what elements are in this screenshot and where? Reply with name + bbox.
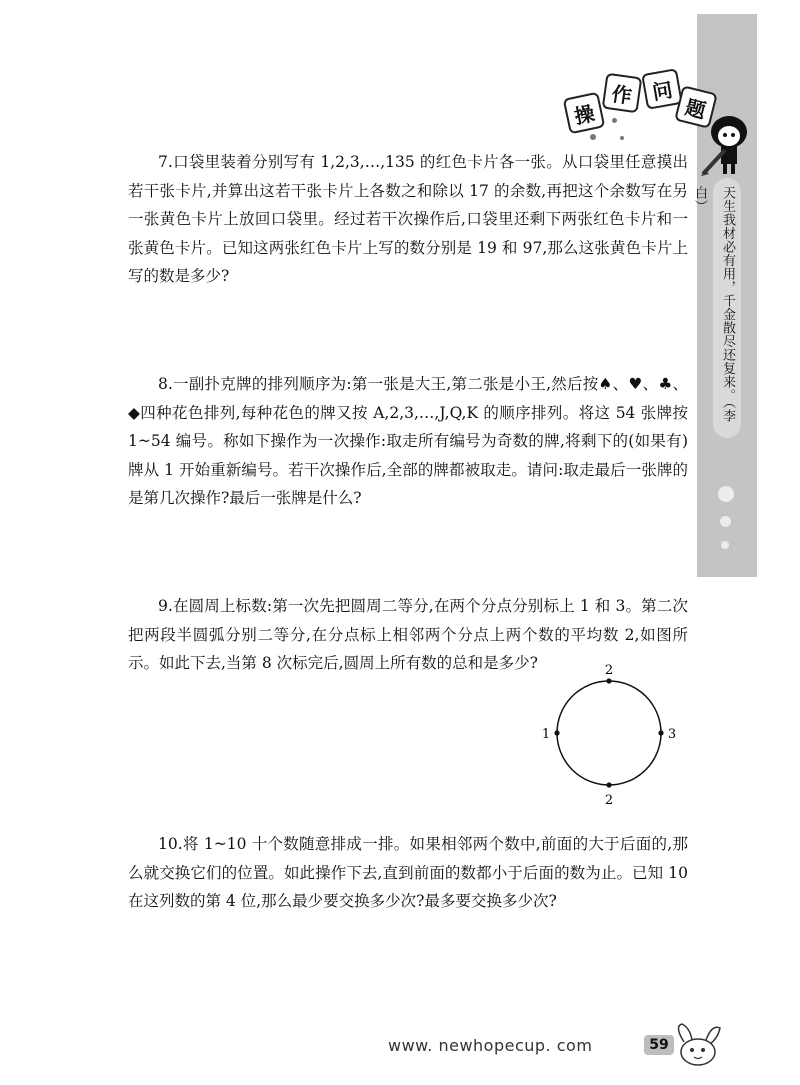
decor-dot [590, 134, 596, 140]
bunny-icon [672, 1022, 722, 1068]
section-badges [560, 65, 710, 135]
decor-dot [720, 516, 731, 527]
label-bottom: 2 [604, 793, 614, 808]
label-top: 2 [604, 663, 614, 678]
point-top [606, 678, 611, 683]
page-number: 59 [644, 1035, 674, 1055]
problem-8: 8.一副扑克牌的排列顺序为:第一张是大王,第二张是小王,然后按♠、♥、♣、◆四种花色排列,每种花色的牌又按 A,2,3,…,J,Q,K 的顺序排列。将这 54 张牌按 1~54 编号。称如下操作为一次操作:取走所有编号为奇数的牌,将剩下的(如果有)牌从 1 开始重新编号。若干次操作后,全部的牌都被取走。请问:取走最后一张牌的是第几次操作?最后一张牌是什么? [128, 375, 688, 507]
problem-10: 10.将 1~10 十个数随意排成一排。如果相邻两个数中,前面的大于后面的,那么就交换它们的位置。如此操作下去,直到前面的数都小于后面的数为止。已知 10 在这列数的第 4 位,那么最少要交换多少次?最多要交换多少次? [128, 835, 688, 910]
decor-dot [718, 486, 734, 502]
badge-2: 作 [602, 73, 643, 114]
badge-3: 问 [641, 68, 683, 110]
decor-dot [620, 136, 624, 140]
badge-1: 操 [563, 92, 606, 135]
mascot-girl-icon [695, 112, 759, 178]
circle-figure [535, 662, 685, 808]
point-bottom [606, 782, 611, 787]
point-left [554, 730, 559, 735]
badge-4: 题 [674, 85, 718, 129]
decor-dot [721, 541, 729, 549]
label-left: 1 [541, 727, 551, 742]
decor-dot [612, 118, 617, 123]
footer-url: www. newhopecup. com [388, 1036, 593, 1055]
circle-outline [557, 681, 661, 785]
problem-7: 7.口袋里装着分别写有 1,2,3,…,135 的红色卡片各一张。从口袋里任意摸出若干张卡片,并算出这若干张卡片上各数之和除以 17 的余数,再把这个余数写在另一张黄色卡片上放回口袋里。经过若干次操作后,口袋里还剩下两张红色卡片和一张黄色卡片。已知这两张红色卡片上写的数分别是 19 和 97,那么这张黄色卡片上写的数是多少? [128, 153, 688, 285]
point-right [658, 730, 663, 735]
problem-9: 9.在圆周上标数:第一次先把圆周二等分,在两个分点分别标上 1 和 3。第二次把两段半圆弧分别二等分,在分点标上相邻两个分点上两个数的平均数 2,如图所示。如此下去,当第 8 次标完后,圆周上所有数的总和是多少? [128, 597, 688, 672]
sidebar-quote: 天生我材必有用，千金散尽还复来。（李白） [713, 178, 741, 438]
label-right: 3 [667, 727, 677, 742]
